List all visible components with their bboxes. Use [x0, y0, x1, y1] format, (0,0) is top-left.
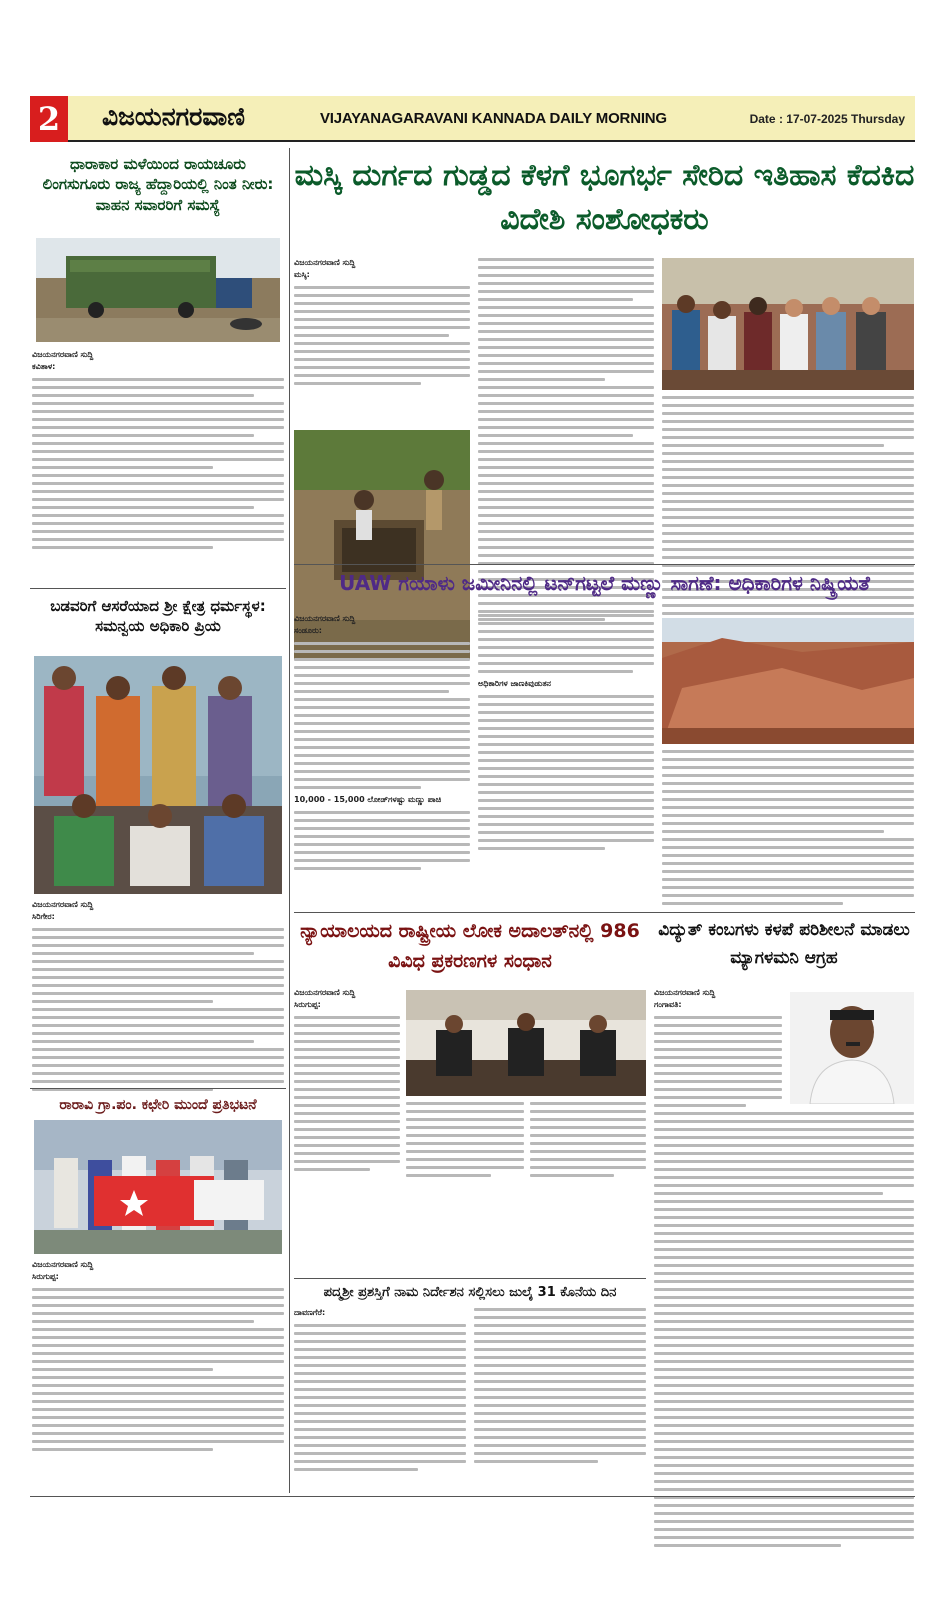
page-number: 2 — [30, 96, 68, 142]
byline: ವಿಜಯನಗರವಾಣಿ ಸುದ್ದಿ — [32, 1260, 94, 1269]
dateline: ಮಸ್ಕಿ: — [294, 270, 310, 279]
electric-col1 — [654, 988, 782, 1107]
photo-flooded-highway — [36, 238, 280, 342]
padma-col1 — [294, 1308, 466, 1471]
padma-col2 — [474, 1308, 646, 1463]
uaw-col2 — [478, 614, 654, 850]
court-col3 — [530, 1102, 646, 1177]
electric-story-headline — [654, 916, 914, 972]
dateline: ಗಂಗಾವತಿ: — [654, 1000, 682, 1009]
headline: ರಾರಾವಿ ಗ್ರಾ.ಪಂ. ಕಛೇರಿ ಮುಂದೆ ಪ್ರತಿಭಟನೆ — [30, 1094, 286, 1117]
byline: ವಿಜಯನಗರವಾಣಿ ಸುದ್ದಿ — [294, 988, 356, 997]
story-dharmasthala-body — [32, 900, 284, 1091]
byline: ವಿಜಯನಗರವಾಣಿ ಸುದ್ದಿ — [294, 614, 356, 623]
byline: ವಿಜಯನಗರವಾಣಿ ಸುದ್ದಿ — [294, 258, 356, 267]
byline: ವಿಜಯನಗರವಾಣಿ ಸುದ್ದಿ — [654, 988, 716, 997]
column-divider — [289, 148, 290, 1493]
divider — [294, 912, 915, 913]
dateline: ಸಿರುಗುಪ್ಪ: — [32, 1272, 59, 1281]
divider — [30, 1088, 286, 1089]
lead-story-col1 — [294, 258, 470, 385]
newspaper-name: ವಿಜಯನಗರವಾಣಿ — [102, 102, 245, 131]
headline: ಪದ್ಮಶ್ರೀ ಪ್ರಶಸ್ತಿಗೆ ನಾಮ ನಿರ್ದೇಶನ ಸಲ್ಲಿಸಲು ಜುಲೈ 31 ಕೊನೆಯ ದಿನ — [323, 1285, 617, 1300]
divider — [294, 1278, 646, 1279]
electric-col2 — [654, 1112, 914, 1547]
photo-soil-excavation — [662, 618, 914, 744]
court-col2 — [406, 1102, 524, 1177]
uaw-col3 — [662, 750, 914, 905]
dateline: ಕವಿತಾಳ: — [32, 362, 56, 371]
dateline: ಸಿರುಗುಪ್ಪ: — [294, 1000, 321, 1009]
photo-myagalamani — [790, 992, 914, 1104]
story-rain-highway — [30, 150, 286, 219]
story-protest-body — [32, 1260, 284, 1451]
headline: ಬಡವರಿಗೆ ಆಸರೆಯಾದ ಶ್ರೀ ಕ್ಷೇತ್ರ ಧರ್ಮಸ್ಥಳ: ಸಮನ್ವಯ ಅಧಿಕಾರಿ ಪ್ರಿಯ — [30, 594, 286, 639]
byline: ವಿಜಯನಗರವಾಣಿ ಸುದ್ದಿ — [32, 350, 94, 359]
story-dharmasthala — [30, 594, 286, 639]
court-story-headline — [294, 916, 646, 976]
headline: ಧಾರಾಕಾರ ಮಳೆಯಿಂದ ರಾಯಚೂರು ಲಿಂಗಸುಗೂರು ರಾಜ್ಯ ಹೆದ್ದಾರಿಯಲ್ಲಿ ನಿಂತ ನೀರು: ವಾಹನ ಸವಾರರಿಗೆ ಸಮಸ್ಯೆ — [30, 150, 286, 219]
page-bottom-rule — [30, 1496, 915, 1497]
dateline: ದಾವಣಗೆರೆ: — [294, 1308, 326, 1317]
padma-story-headline — [294, 1284, 646, 1302]
photo-court-adalat — [406, 990, 646, 1096]
photo-dharmasthala-women — [34, 656, 282, 894]
divider — [294, 564, 915, 565]
lead-story-col2 — [478, 258, 654, 621]
byline: ವಿಜಯನಗರವಾಣಿ ಸುದ್ದಿ — [32, 900, 94, 909]
headline: ಮಸ್ಕಿ ದುರ್ಗದ ಗುಡ್ಡದ ಕೆಳಗೆ ಭೂಗರ್ಭ ಸೇರಿದ ಇತಿಹಾಸ ಕೆದಕಿದ ವಿದೇಶಿ ಸಂಶೋಧಕರು — [294, 158, 915, 237]
story-protest — [30, 1094, 286, 1117]
lead-story-col3 — [662, 396, 914, 639]
headline: ವಿದ್ಯುತ್ ಕಂಬಗಳು ಕಳಪೆ ಪರಿಶೀಲನೆ ಮಾಡಲು ಮ್ಯಾಗಳಮನಿ ಆಗ್ರಹ — [658, 920, 910, 968]
photo-dyfi-protest — [34, 1120, 282, 1254]
dateline: ಸಂಡೂರು: — [294, 626, 322, 635]
uaw-story-headline — [294, 568, 915, 598]
dateline: ಸಿರಿಗೇರ: — [32, 912, 55, 921]
subhead: ಅಧಿಕಾರಿಗಳ ಜಾಣಕಿವುಡುತನ — [478, 679, 552, 688]
divider — [30, 588, 286, 589]
uaw-col1 — [294, 614, 470, 870]
issue-date: Date : 17-07-2025 Thursday — [749, 112, 905, 126]
court-col1 — [294, 988, 400, 1171]
story-rain-body — [32, 350, 284, 549]
headline: ನ್ಯಾಯಾಲಯದ ರಾಷ್ಟ್ರೀಯ ಲೋಕ ಅದಾಲತ್‌ನಲ್ಲಿ 986 ವಿವಿಧ ಪ್ರಕರಣಗಳ ಸಂಧಾನ — [300, 920, 640, 972]
newspaper-subtitle: VIJAYANAGARAVANI KANNADA DAILY MORNING — [320, 110, 667, 127]
masthead — [30, 96, 915, 142]
subhead: 10,000 - 15,000 ಲೋಡ್‌ಗಳಷ್ಟು ಮಣ್ಣು ಪಾಚಿ — [294, 795, 442, 804]
photo-researchers — [662, 258, 914, 390]
headline: UAW ಗಯಾಳು ಜಮೀನಿನಲ್ಲಿ ಟನ್‌ಗಟ್ಟಲೆ ಮಣ್ಣು ಸಾಗಣೆ: ಅಧಿಕಾರಿಗಳ ನಿಷ್ಕ್ರಿಯತೆ — [339, 571, 870, 595]
lead-story-headline — [294, 154, 915, 242]
